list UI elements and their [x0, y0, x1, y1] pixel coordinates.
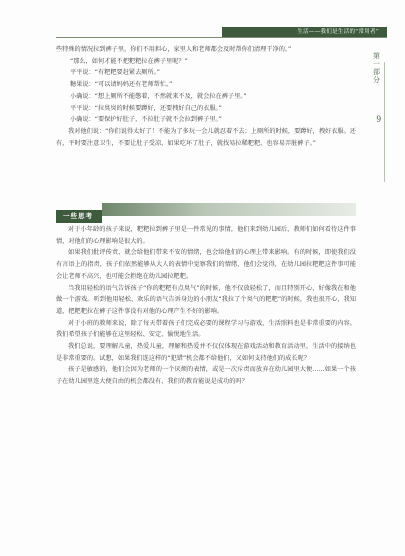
running-header: 生活——我们是生活的“常用者” — [222, 27, 387, 37]
section-heading-label: 一些思考 — [56, 210, 102, 223]
reflection-block — [56, 224, 356, 388]
page-number: 9 — [376, 114, 381, 124]
dialog-line: 小确说：“想上厕所不能憋着，不然就来不及，就会拉在裤子里。” — [70, 92, 247, 100]
reflection-paragraph: 对于小年龄的孩子来说，粑粑拉到裤子里是一件常见的事情，他们来到幼儿园后，教师们如何看待这件事情，对他们的心理影响是很大的。 — [56, 226, 356, 245]
dialog-line: 糖果说：“可以请妈妈还有老师帮忙。” — [70, 81, 173, 89]
dialog-line: 平平说：“拉臭臭的时候要蹲好，还要拽好自己的衣服。” — [70, 104, 222, 112]
dialog-line: 小确说：“要保护好肚子，不拉肚子就不会拉到裤子里。” — [70, 116, 222, 124]
section-heading — [56, 203, 356, 220]
closing-paragraph: 我对他们说：“你们说得太好了！不能为了多玩一会儿就忍着不去；上厕所的时候，要蹲好，拽好衣服。还有，平时要注意卫生，不要让肚子受凉，如果吃坏了肚子，就找易拉稀粑粑，也容易弄脏裤子。” — [56, 127, 356, 147]
opening-paragraph: 些特殊的情况拉到裤子里，你们不用担心，家里人和老师都会及时帮你们清理干净的。” — [56, 46, 292, 53]
side-divider — [384, 62, 385, 182]
story-block — [56, 44, 356, 149]
reflection-paragraph: 如果我们批评传责，就会给他们带来不安的情绪，也会给他们的心理上带来影响。有的时候，即使我们没有言语上的指责，孩子们依然能够从大人的表情中觉察我们的情绪，他们会觉得，在幼儿园拉粑粑这件事可能会让老师不高兴，也可能会拒绝在幼儿园拉粑粑。 — [56, 249, 356, 280]
part-label: 第一部分 — [372, 52, 381, 84]
header-divider — [56, 37, 387, 38]
reflection-paragraph: 当我用轻松的语气告诉孩子“你的粑粑有点臭气”的时候，他不仅放轻松了，而且特别开心，好像我在和他做一个游戏。听到他用轻松、欢乐的语气告诉身边的小朋友“我拉了个臭气的粑粑”的时候，我也很开心，我知道，把粑粑拉在裤子这件事没有对他的心理产生不好的影响。 — [56, 284, 356, 315]
part-marker — [369, 52, 383, 84]
dialog-line: “那么，如何才能不把粑粑拉在裤子里呢？” — [70, 57, 188, 65]
section-heading-bar — [102, 203, 356, 216]
dialog-line: 平平说：“有粑粑要赶紧去厕所。” — [70, 69, 160, 77]
reflection-paragraph: 对于小班的教师来说，除了每天带着孩子们完成必要的课程学习与游戏，生活照料也是非常重要的内容。我们希望孩子们能够在这里轻松、安定、愉悦地生活。 — [56, 319, 356, 339]
reflection-paragraph: 我们总说，要理解儿童，热爱儿童，理解和热爱并不仅仅体现在游戏活动和教育活动里，生活中的接纳也是非常重要的。试想，如果我们连这样的“犯错”机会都不给他们，又如何支持他们的成长呢？ — [56, 343, 356, 362]
reflection-paragraph: 孩子是敏感的，他们会因为老师的一个厌烦的表情，或是一次斥责而放弃在幼儿园里大便……如果一个孩子在幼儿园里连大便自由的机会都没有，我们的教育能说是成功的吗？ — [56, 366, 356, 386]
